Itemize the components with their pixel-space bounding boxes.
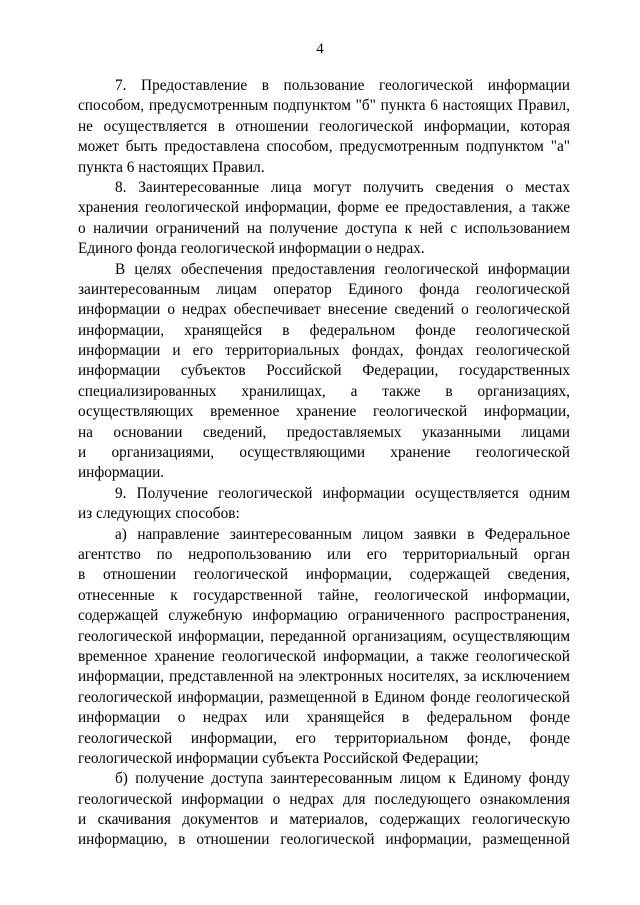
paragraph-8 <box>78 178 570 260</box>
text-line: геологической информации, его территориальном фонде, фонде <box>78 729 570 747</box>
text-line: Единого фонда геологической информации о недрах. <box>78 240 425 258</box>
text-line: содержащей служебную информацию ограниченного распространения, <box>78 607 570 625</box>
text-line: геологической информации, переданной организациям, осуществляющим <box>78 627 570 645</box>
text-line: осуществляющих временное хранение геологической информации, <box>78 403 570 421</box>
text-line: 9. Получение геологической информации осуществляется одним <box>115 484 570 502</box>
text-line: из следующих способов: <box>78 505 240 523</box>
text-line: отнесенные к государственной тайне, геологической информации, <box>78 586 570 604</box>
text-line: в отношении геологической информации, содержащей сведения, <box>78 566 570 584</box>
text-line: специализированных хранилищах, а также в организациях, <box>78 382 570 400</box>
text-line: информации. <box>78 464 165 482</box>
paragraph-8-continued <box>78 260 570 484</box>
text-line: хранения геологической информации, форме ее предоставления, а также <box>78 199 570 217</box>
text-line: заинтересованным лицам оператор Единого фонда геологической <box>78 280 570 298</box>
text-line: геологической информации о недрах для последующего ознакомления <box>78 790 570 808</box>
text-line: временное хранение геологической информации, а также геологической <box>78 647 570 665</box>
text-line: информации о недрах обеспечивает внесение сведений о геологической <box>78 301 570 319</box>
text-line: способом, предусмотренным подпунктом "б" пункта 6 настоящих Правил, <box>78 97 570 115</box>
text-line: а) направление заинтересованным лицом заявки в Федеральное <box>115 525 570 543</box>
text-line: информации и его территориальных фондах, фондах геологической <box>78 342 570 360</box>
document-body <box>78 76 570 851</box>
text-line: пункта 6 настоящих Правил. <box>78 158 265 176</box>
paragraph-9a <box>78 525 570 770</box>
text-line: б) получение доступа заинтересованным лицом к Единому фонду <box>115 770 570 788</box>
text-line: информацию, в отношении геологической информации, размещенной <box>78 831 570 849</box>
text-line: 8. Заинтересованные лица могут получить сведения о местах <box>115 178 570 196</box>
text-line: агентство по недропользованию или его территориальный орган <box>78 545 570 563</box>
text-line: может быть предоставлена способом, предусмотренным подпунктом "а" <box>78 138 570 156</box>
paragraph-9b <box>78 769 570 851</box>
text-line: не осуществляется в отношении геологической информации, которая <box>78 117 570 135</box>
text-line: геологической информации субъекта Российской Федерации; <box>78 749 479 767</box>
text-line: В целях обеспечения предоставления геологической информации <box>115 260 570 278</box>
text-line: информации субъектов Российской Федерации, государственных <box>78 362 570 380</box>
text-line: информации, хранящейся в федеральном фонде геологической <box>78 321 570 339</box>
text-line: и организациями, осуществляющими хранение геологической <box>78 444 570 462</box>
text-line: геологической информации, размещенной в Едином фонде геологической <box>78 688 570 706</box>
text-line: о наличии ограничений на получение доступа к ней с использованием <box>78 219 570 237</box>
paragraph-9 <box>78 484 570 525</box>
text-line: 7. Предоставление в пользование геологической информации <box>115 77 570 94</box>
page-number: 4 <box>316 41 324 57</box>
text-line: информации, представленной на электронных носителях, за исключением <box>78 668 570 686</box>
text-line: и скачивания документов и материалов, содержащих геологическую <box>78 811 570 829</box>
text-line: информации о недрах или хранящейся в федеральном фонде <box>78 709 570 727</box>
paragraph-7 <box>78 76 570 178</box>
text-line: на основании сведений, предоставляемых указанными лицами <box>78 423 570 441</box>
